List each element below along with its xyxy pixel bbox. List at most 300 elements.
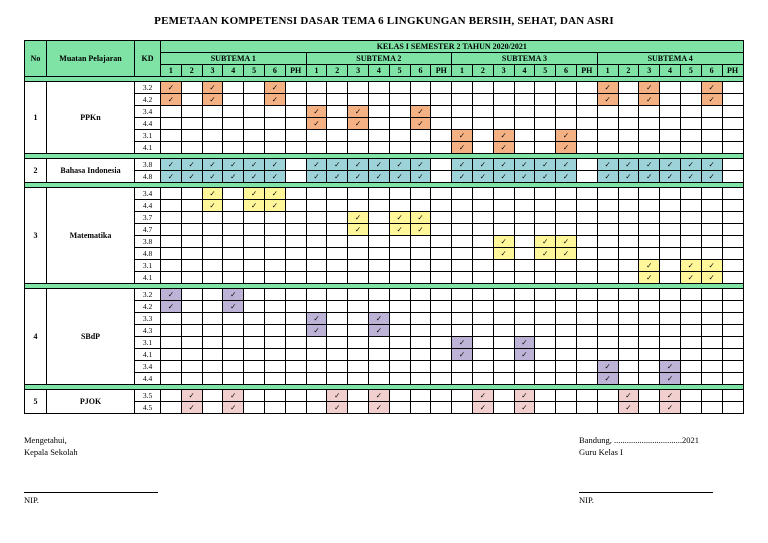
map-cell — [327, 272, 348, 284]
map-cell — [306, 373, 327, 385]
kd-code: 4.8 — [135, 171, 161, 183]
map-cell — [327, 337, 348, 349]
map-cell — [410, 289, 431, 301]
map-cell — [202, 390, 223, 402]
check-icon: ✓ — [618, 402, 639, 414]
kd-code: 4.4 — [135, 118, 161, 130]
map-cell — [285, 272, 306, 284]
map-cell — [660, 236, 681, 248]
map-cell — [327, 301, 348, 313]
map-cell — [701, 236, 722, 248]
map-cell — [202, 301, 223, 313]
map-cell — [556, 313, 577, 325]
check-icon: ✓ — [264, 200, 285, 212]
right-place-date-label: Bandung, ................................2021 — [579, 435, 699, 445]
check-icon: ✓ — [556, 248, 577, 260]
map-cell — [660, 337, 681, 349]
check-icon: ✓ — [389, 224, 410, 236]
map-cell — [431, 82, 452, 94]
map-cell — [493, 337, 514, 349]
map-cell — [597, 224, 618, 236]
map-cell — [348, 82, 369, 94]
map-cell — [327, 260, 348, 272]
header-subject: Muatan Pelajaran — [47, 41, 135, 77]
map-cell — [576, 171, 597, 183]
check-icon: ✓ — [514, 171, 535, 183]
map-cell — [660, 289, 681, 301]
map-cell — [431, 289, 452, 301]
map-cell — [285, 325, 306, 337]
map-cell — [452, 106, 473, 118]
map-cell — [368, 82, 389, 94]
left-nip-label: NIP. — [24, 495, 39, 505]
map-cell — [244, 224, 265, 236]
map-cell — [452, 200, 473, 212]
header-col-4-4: 4 — [660, 65, 681, 77]
kd-code: 3.8 — [135, 236, 161, 248]
map-cell — [680, 224, 701, 236]
map-cell — [161, 349, 182, 361]
map-cell — [161, 142, 182, 154]
map-cell — [514, 248, 535, 260]
map-cell — [244, 289, 265, 301]
map-cell — [223, 260, 244, 272]
check-icon: ✓ — [348, 212, 369, 224]
map-cell — [223, 313, 244, 325]
map-cell — [576, 260, 597, 272]
check-icon: ✓ — [202, 200, 223, 212]
subject-name: PJOK — [47, 390, 135, 414]
map-cell — [389, 130, 410, 142]
map-cell — [389, 82, 410, 94]
header-col-3-4: 4 — [514, 65, 535, 77]
map-cell — [161, 390, 182, 402]
header-col-3-3: 3 — [493, 65, 514, 77]
map-cell — [223, 118, 244, 130]
map-cell — [161, 236, 182, 248]
check-icon: ✓ — [680, 260, 701, 272]
map-cell — [493, 212, 514, 224]
map-cell — [327, 325, 348, 337]
map-cell — [181, 236, 202, 248]
map-cell — [639, 301, 660, 313]
map-cell — [389, 200, 410, 212]
kd-code: 3.2 — [135, 289, 161, 301]
kd-code: 3.1 — [135, 337, 161, 349]
map-cell — [597, 325, 618, 337]
check-icon: ✓ — [452, 349, 473, 361]
check-icon: ✓ — [701, 272, 722, 284]
map-cell — [306, 289, 327, 301]
map-cell — [181, 212, 202, 224]
map-cell — [722, 212, 743, 224]
map-cell — [368, 106, 389, 118]
map-cell — [223, 142, 244, 154]
map-cell — [431, 106, 452, 118]
map-cell — [389, 361, 410, 373]
map-cell — [285, 142, 306, 154]
map-cell — [618, 142, 639, 154]
map-cell — [535, 325, 556, 337]
map-cell — [576, 337, 597, 349]
map-cell — [368, 118, 389, 130]
map-cell — [285, 212, 306, 224]
map-cell — [389, 272, 410, 284]
map-cell — [452, 361, 473, 373]
map-cell — [618, 224, 639, 236]
map-cell — [722, 188, 743, 200]
check-icon: ✓ — [452, 142, 473, 154]
map-cell — [202, 361, 223, 373]
kd-code: 3.8 — [135, 159, 161, 171]
map-cell — [244, 272, 265, 284]
map-cell — [618, 200, 639, 212]
check-icon: ✓ — [244, 159, 265, 171]
map-cell — [306, 200, 327, 212]
map-cell — [223, 106, 244, 118]
map-cell — [264, 301, 285, 313]
map-cell — [472, 106, 493, 118]
check-icon: ✓ — [472, 402, 493, 414]
map-cell — [660, 325, 681, 337]
map-cell — [202, 212, 223, 224]
check-icon: ✓ — [348, 159, 369, 171]
map-cell — [223, 200, 244, 212]
map-cell — [722, 94, 743, 106]
check-icon: ✓ — [701, 171, 722, 183]
check-icon: ✓ — [701, 260, 722, 272]
check-icon: ✓ — [223, 301, 244, 313]
map-cell — [452, 224, 473, 236]
map-cell — [556, 390, 577, 402]
check-icon: ✓ — [660, 402, 681, 414]
map-cell — [181, 373, 202, 385]
map-cell — [223, 236, 244, 248]
map-cell — [348, 361, 369, 373]
check-icon: ✓ — [244, 171, 265, 183]
map-cell — [701, 200, 722, 212]
check-icon: ✓ — [181, 171, 202, 183]
map-cell — [514, 236, 535, 248]
map-cell — [431, 118, 452, 130]
map-cell — [639, 248, 660, 260]
map-cell — [722, 236, 743, 248]
map-cell — [264, 106, 285, 118]
map-cell — [618, 130, 639, 142]
map-cell — [389, 337, 410, 349]
map-cell — [285, 289, 306, 301]
map-cell — [576, 301, 597, 313]
map-cell — [244, 94, 265, 106]
map-cell — [181, 337, 202, 349]
map-cell — [285, 82, 306, 94]
subject-name: Bahasa Indonesia — [47, 159, 135, 183]
map-cell — [161, 361, 182, 373]
check-icon: ✓ — [639, 159, 660, 171]
map-cell — [576, 118, 597, 130]
map-cell — [244, 118, 265, 130]
check-icon: ✓ — [660, 171, 681, 183]
map-cell — [389, 289, 410, 301]
map-cell — [556, 349, 577, 361]
map-cell — [306, 402, 327, 414]
check-icon: ✓ — [368, 390, 389, 402]
map-cell — [327, 142, 348, 154]
map-cell — [514, 82, 535, 94]
map-cell — [264, 373, 285, 385]
map-cell — [680, 188, 701, 200]
map-cell — [660, 301, 681, 313]
map-cell — [223, 224, 244, 236]
map-cell — [514, 325, 535, 337]
header-col-2-6: 6 — [410, 65, 431, 77]
map-cell — [493, 373, 514, 385]
check-icon: ✓ — [368, 171, 389, 183]
map-cell — [597, 188, 618, 200]
check-icon: ✓ — [618, 171, 639, 183]
check-icon: ✓ — [368, 313, 389, 325]
kd-code: 4.7 — [135, 224, 161, 236]
map-cell — [452, 373, 473, 385]
map-cell — [556, 260, 577, 272]
check-icon: ✓ — [410, 171, 431, 183]
kd-code: 3.4 — [135, 361, 161, 373]
kd-code: 3.2 — [135, 82, 161, 94]
map-cell — [348, 301, 369, 313]
map-cell — [639, 390, 660, 402]
map-cell — [368, 142, 389, 154]
map-cell — [161, 337, 182, 349]
map-cell — [285, 188, 306, 200]
map-cell — [244, 349, 265, 361]
map-cell — [660, 313, 681, 325]
map-cell — [514, 94, 535, 106]
map-cell — [618, 236, 639, 248]
check-icon: ✓ — [410, 159, 431, 171]
map-cell — [181, 188, 202, 200]
map-cell — [202, 106, 223, 118]
header-no: No — [25, 41, 47, 77]
map-cell — [493, 94, 514, 106]
map-cell — [244, 142, 265, 154]
map-cell — [472, 142, 493, 154]
check-icon: ✓ — [306, 313, 327, 325]
map-cell — [556, 337, 577, 349]
map-cell — [264, 337, 285, 349]
map-cell — [452, 94, 473, 106]
header-col-3-ph: PH — [576, 65, 597, 77]
map-cell — [431, 130, 452, 142]
map-cell — [701, 361, 722, 373]
check-icon: ✓ — [493, 159, 514, 171]
map-cell — [535, 142, 556, 154]
map-cell — [514, 361, 535, 373]
map-cell — [202, 325, 223, 337]
header-col-4-3: 3 — [639, 65, 660, 77]
map-cell — [722, 301, 743, 313]
map-cell — [327, 248, 348, 260]
map-cell — [285, 349, 306, 361]
map-cell — [348, 272, 369, 284]
map-cell — [722, 200, 743, 212]
map-cell — [576, 236, 597, 248]
map-cell — [410, 142, 431, 154]
map-cell — [514, 118, 535, 130]
check-icon: ✓ — [202, 159, 223, 171]
map-cell — [701, 224, 722, 236]
map-cell — [181, 142, 202, 154]
map-cell — [535, 130, 556, 142]
map-cell — [472, 260, 493, 272]
map-cell — [680, 390, 701, 402]
check-icon: ✓ — [348, 224, 369, 236]
map-cell — [556, 325, 577, 337]
map-cell — [680, 402, 701, 414]
check-icon: ✓ — [306, 118, 327, 130]
map-cell — [181, 130, 202, 142]
map-cell — [556, 361, 577, 373]
map-cell — [472, 301, 493, 313]
map-cell — [264, 361, 285, 373]
map-cell — [285, 224, 306, 236]
map-cell — [348, 248, 369, 260]
map-cell — [680, 349, 701, 361]
map-cell — [576, 142, 597, 154]
map-cell — [618, 94, 639, 106]
map-cell — [264, 289, 285, 301]
map-cell — [431, 361, 452, 373]
map-cell — [576, 200, 597, 212]
map-cell — [452, 402, 473, 414]
map-cell — [535, 301, 556, 313]
check-icon: ✓ — [306, 325, 327, 337]
kd-code: 3.1 — [135, 130, 161, 142]
map-cell — [597, 301, 618, 313]
map-cell — [368, 373, 389, 385]
map-cell — [202, 337, 223, 349]
map-cell — [680, 106, 701, 118]
map-cell — [472, 373, 493, 385]
map-cell — [285, 313, 306, 325]
map-cell — [285, 390, 306, 402]
map-cell — [472, 325, 493, 337]
map-cell — [389, 313, 410, 325]
left-acknowledge-label: Mengetahui, — [24, 435, 67, 445]
check-icon: ✓ — [701, 94, 722, 106]
map-cell — [535, 272, 556, 284]
check-icon: ✓ — [202, 94, 223, 106]
map-cell — [161, 130, 182, 142]
map-cell — [597, 402, 618, 414]
map-cell — [285, 301, 306, 313]
map-cell — [535, 313, 556, 325]
map-cell — [701, 248, 722, 260]
map-cell — [722, 272, 743, 284]
map-cell — [618, 373, 639, 385]
header-col-1-1: 1 — [161, 65, 182, 77]
map-cell — [701, 390, 722, 402]
map-cell — [722, 106, 743, 118]
map-cell — [389, 106, 410, 118]
map-cell — [660, 272, 681, 284]
header-col-2-1: 1 — [306, 65, 327, 77]
map-cell — [472, 313, 493, 325]
check-icon: ✓ — [410, 106, 431, 118]
map-cell — [348, 349, 369, 361]
check-icon: ✓ — [597, 373, 618, 385]
map-cell — [722, 248, 743, 260]
map-cell — [161, 212, 182, 224]
map-cell — [722, 159, 743, 171]
map-cell — [680, 313, 701, 325]
map-cell — [410, 390, 431, 402]
map-cell — [722, 373, 743, 385]
check-icon: ✓ — [327, 159, 348, 171]
map-cell — [389, 236, 410, 248]
map-cell — [597, 130, 618, 142]
check-icon: ✓ — [202, 82, 223, 94]
map-cell — [660, 142, 681, 154]
map-cell — [223, 188, 244, 200]
map-cell — [368, 224, 389, 236]
check-icon: ✓ — [410, 224, 431, 236]
map-cell — [535, 361, 556, 373]
map-cell — [348, 188, 369, 200]
map-cell — [452, 236, 473, 248]
kd-code: 3.4 — [135, 188, 161, 200]
map-cell — [576, 373, 597, 385]
map-cell — [431, 142, 452, 154]
map-cell — [431, 188, 452, 200]
map-cell — [472, 272, 493, 284]
map-cell — [389, 248, 410, 260]
map-cell — [680, 236, 701, 248]
map-cell — [368, 94, 389, 106]
subject-name: Matematika — [47, 188, 135, 284]
map-cell — [431, 325, 452, 337]
map-cell — [618, 301, 639, 313]
map-cell — [244, 236, 265, 248]
check-icon: ✓ — [181, 402, 202, 414]
check-icon: ✓ — [452, 337, 473, 349]
map-cell — [722, 130, 743, 142]
map-cell — [368, 272, 389, 284]
check-icon: ✓ — [202, 188, 223, 200]
map-cell — [722, 313, 743, 325]
map-cell — [202, 373, 223, 385]
map-cell — [660, 248, 681, 260]
map-cell — [410, 373, 431, 385]
map-cell — [285, 94, 306, 106]
map-cell — [327, 212, 348, 224]
map-cell — [493, 289, 514, 301]
map-cell — [639, 188, 660, 200]
check-icon: ✓ — [660, 390, 681, 402]
map-cell — [639, 130, 660, 142]
map-cell — [680, 248, 701, 260]
map-cell — [244, 212, 265, 224]
map-cell — [202, 349, 223, 361]
map-cell — [660, 349, 681, 361]
map-cell — [306, 130, 327, 142]
map-cell — [493, 106, 514, 118]
map-cell — [576, 325, 597, 337]
check-icon: ✓ — [556, 236, 577, 248]
map-cell — [264, 236, 285, 248]
map-cell — [535, 349, 556, 361]
check-icon: ✓ — [410, 118, 431, 130]
map-cell — [327, 118, 348, 130]
